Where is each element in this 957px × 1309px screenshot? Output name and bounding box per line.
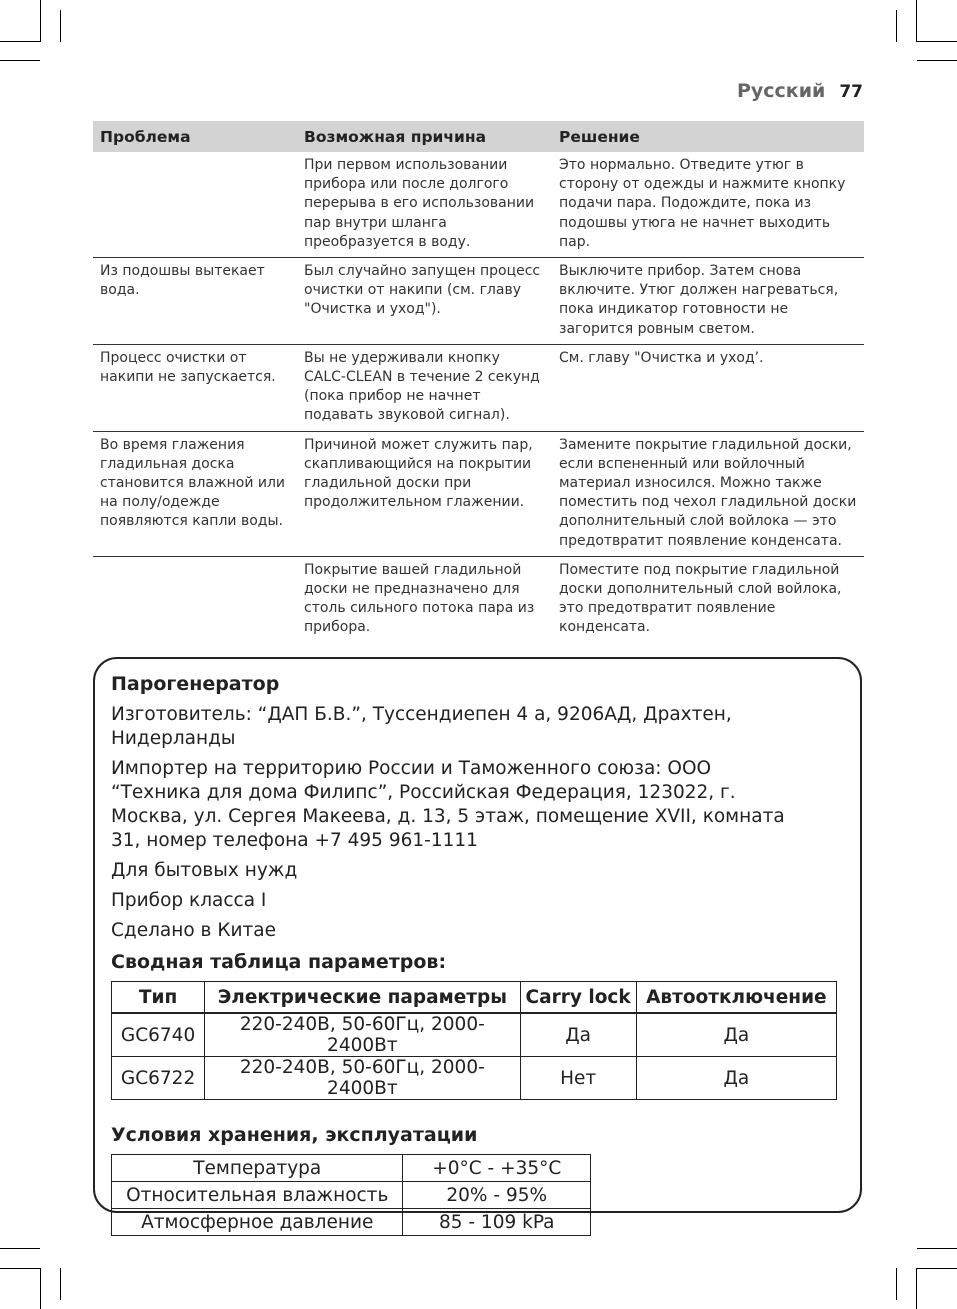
column-header-cause: Возможная причина [297, 121, 552, 152]
params-cell: 220-240В, 50-60Гц, 2000-2400Вт [205, 1057, 520, 1100]
table-row [112, 1057, 837, 1100]
params-cell: GC6722 [112, 1057, 205, 1100]
troubleshooting-table [93, 121, 864, 643]
problem-cell: Процесс очистки от накипи не запускается. [93, 344, 297, 431]
table-row [93, 344, 864, 431]
params-col-type: Тип [112, 982, 205, 1014]
solution-cell: Это нормально. Отведите утюг в сторону от одежды и нажмите кнопку подачи пара. Подождите, пока из подошвы утюга не начнет выходить пар. [552, 152, 864, 258]
crop-mark [0, 1248, 40, 1249]
crop-mark [917, 1248, 957, 1249]
params-col-carry-lock: Carry lock [520, 982, 636, 1014]
crop-mark [917, 1268, 957, 1269]
problem-cell: Из подошвы вытекает вода. [93, 258, 297, 345]
params-col-electrical: Электрические параметры [205, 982, 520, 1014]
crop-mark [40, 0, 41, 42]
table-row [93, 258, 864, 345]
crop-mark [0, 41, 40, 42]
storage-cell: 85 - 109 kPa [403, 1209, 591, 1236]
crop-mark [0, 60, 40, 61]
crop-mark [916, 0, 917, 42]
crop-mark [40, 1268, 41, 1309]
language-label: Русский [736, 80, 826, 102]
origin-text: Сделано в Китае [111, 920, 276, 941]
params-cell: Да [636, 1013, 836, 1057]
table-row [93, 431, 864, 556]
crop-mark [917, 60, 957, 61]
table-row [112, 1209, 591, 1236]
params-cell: Да [520, 1013, 636, 1057]
box-title: Парогенератор [111, 673, 280, 695]
cause-cell: Вы не удерживали кнопку CALC-CLEAN в течение 2 секунд (пока прибор не начнет подавать звуковой сигнал). [297, 344, 552, 431]
crop-mark [916, 1268, 917, 1309]
column-header-solution: Решение [552, 121, 864, 152]
cause-cell: Причиной может служить пар, скапливающийся на покрытии гладильной доски при продолжительном глажении. [297, 431, 552, 556]
table-row [112, 1182, 591, 1209]
solution-cell: Поместите под покрытие гладильной доски дополнительный слой войлока, это предотвратит появление конденсата. [559, 561, 842, 636]
regulatory-info-box [93, 657, 862, 1233]
page-number: 77 [839, 82, 863, 102]
manufacturer-text: Изготовитель: “ДАП Б.В.”, Туссендиепен 4 а, 9206АД, Драхтен, Нидерланды [111, 704, 732, 749]
storage-cell: Относительная влажность [112, 1182, 403, 1209]
table-header-row [93, 121, 864, 152]
crop-mark [60, 10, 61, 42]
storage-cell: 20% - 95% [403, 1182, 591, 1209]
storage-cell: Температура [112, 1155, 403, 1182]
cause-cell: Покрытие вашей гладильной доски не предназначено для столь сильного потока пара из прибора. [304, 561, 535, 636]
storage-table [111, 1154, 591, 1236]
crop-mark [917, 41, 957, 42]
device-class-text: Прибор класса I [111, 890, 267, 911]
crop-mark [896, 10, 897, 42]
storage-cell: Атмосферное давление [112, 1209, 403, 1236]
params-col-auto-off: Автоотключение [636, 982, 836, 1014]
page-header [737, 80, 863, 102]
storage-cell: +0°C - +35°C [403, 1155, 591, 1182]
table-row [93, 152, 864, 258]
usage-text: Для бытовых нужд [111, 860, 298, 881]
crop-mark [896, 1268, 897, 1300]
params-cell: Нет [520, 1057, 636, 1100]
solution-cell: Замените покрытие гладильной доски, если вспененный или войлочный материал износился. Можно также поместить под чехол гладильной доски дополнительный слой войлока — это предотвратит появление конденсата. [552, 431, 864, 556]
cause-cell: Был случайно запущен процесс очистки от накипи (см. главу "Очистка и уход"). [297, 258, 552, 345]
problem-cell [93, 152, 297, 258]
table-row [112, 1155, 591, 1182]
table-row [93, 556, 864, 642]
solution-cell: См. главу "Очистка и уход’. [552, 344, 864, 431]
params-header-row [112, 982, 837, 1014]
table-row [112, 1013, 837, 1057]
cause-cell: При первом использовании прибора или после долгого перерыва в его использовании пар внутри шланга преобразуется в воду. [297, 152, 552, 258]
storage-title: Условия хранения, эксплуатации [111, 1124, 478, 1146]
params-cell: GC6740 [112, 1013, 205, 1057]
crop-mark [60, 1268, 61, 1300]
problem-cell [93, 556, 297, 642]
solution-cell: Выключите прибор. Затем снова включите. Утюг должен нагреваться, пока индикатор готовности не загорится ровным светом. [552, 258, 864, 345]
params-title: Сводная таблица параметров: [111, 951, 447, 973]
problem-cell: Во время глажения гладильная доска становится влажной или на полу/одежде появляются капли воды. [93, 431, 297, 556]
importer-text: Импортер на территорию России и Таможенного союза: ООО “Техника для дома Филипс”, Российская Федерация, 123022, г. Москва, ул. Сергея Макеева, д. 13, 5 этаж, помещение XVII, комната 31, номер телефона +7 495 961-1111 [111, 758, 785, 851]
params-cell: 220-240В, 50-60Гц, 2000-2400Вт [205, 1013, 520, 1057]
params-cell: Да [636, 1057, 836, 1100]
column-header-problem: Проблема [93, 121, 297, 152]
params-table [111, 981, 837, 1100]
crop-mark [0, 1268, 40, 1269]
